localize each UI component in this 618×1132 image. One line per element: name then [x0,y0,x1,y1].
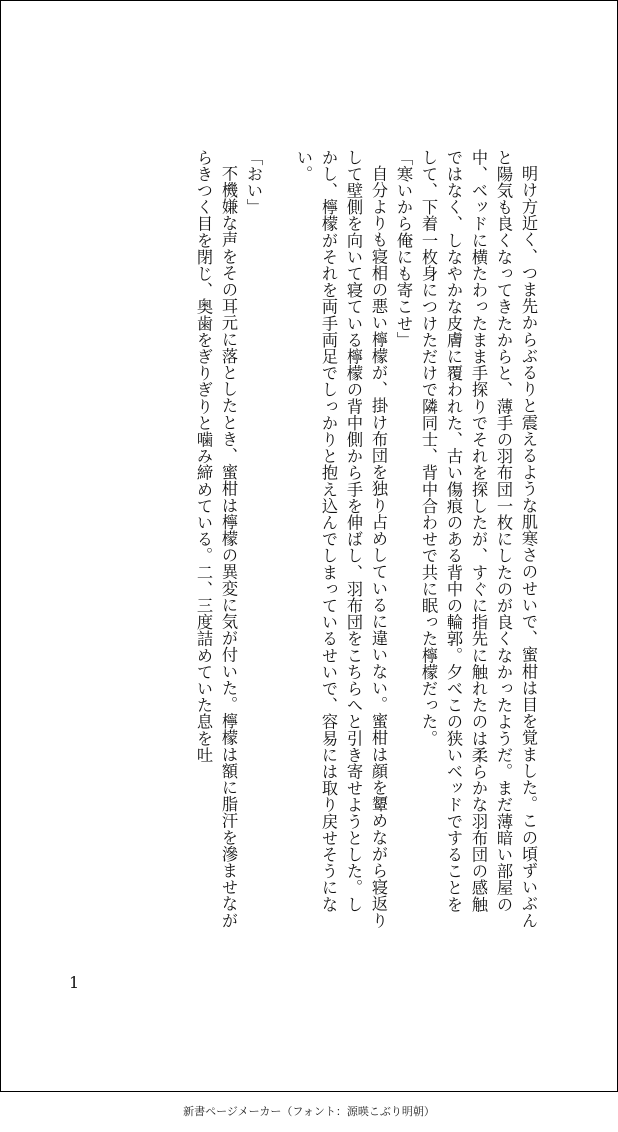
paragraph-2: 自分よりも寝相の悪い檸檬が、掛け布団を独り占めしているに違いない。蜜柑は顔を顰めながら寝返りして壁側を向いて寝ている檸檬の背中側から手を伸ばし、羽布団をこちらへと引き寄せようとした。しかし、檸檬がそれを両手両足でしっかりと抱え込んでしまっているせいで、容易には取り戻せそうにない。 [294,149,388,929]
dialogue-line-1: 「寒いから俺にも寄こせ」 [394,149,413,349]
vertical-text-body [191,149,541,929]
paragraph-3: 不機嫌な声をその耳元に落としたとき、蜜柑は檸檬の異変に気が付いた。檸檬は額に脂汗を滲ませながらきつく目を閉じ、奥歯をぎりぎりと噛み締めている。二、三度詰めていた息を吐 [194,149,238,929]
page-number: 1 [69,973,80,992]
blank-line [266,149,291,929]
footer-caption: 新書ページメーカー（フォント：源暎こぶり明朝） [183,1105,435,1118]
paragraph-1: 明け方近く、つま先からぶるりと震えるような肌寒さのせいで、蜜柑は目を覚ました。この頃ずいぶんと陽気も良くなってきたからと、薄手の羽布団一枚にしたのが良くなかったようだ。まだ薄暗い部屋の中、ベッドに横たわったまま手探りでそれを探したが、すぐに指先に触れたのは柔らかな羽布団の感触ではなく、しなやかな皮膚に覆われた、古い傷痕のある背中の輪郭。夕べこの狭いベッドですることをして、下着一枚身につけただけで隣同士、背中合わせで共に眠った檸檬だった。 [419,149,538,929]
dialogue-line-2: 「おい」 [244,149,263,216]
